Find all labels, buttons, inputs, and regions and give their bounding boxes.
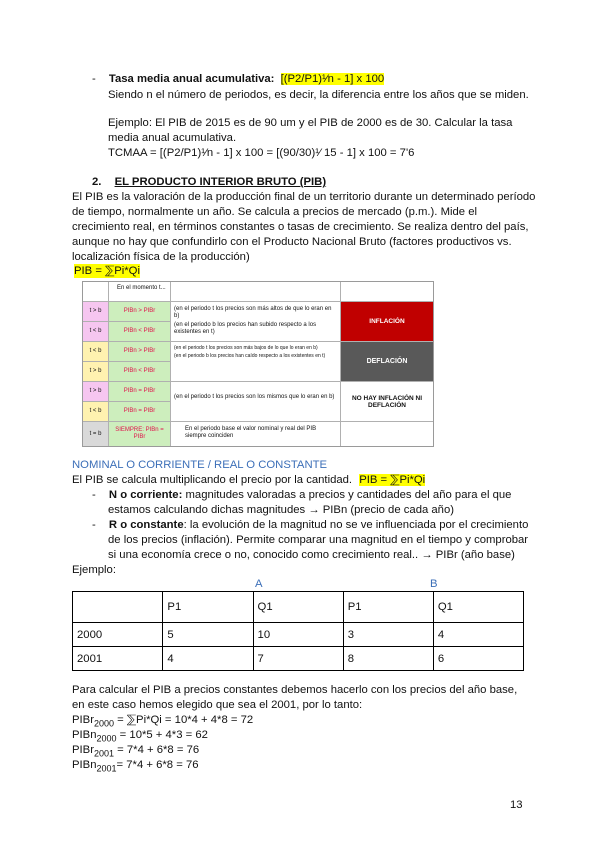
row-label: t < b bbox=[83, 322, 109, 342]
header-desc bbox=[171, 282, 341, 302]
table-row bbox=[73, 647, 524, 671]
group-b-label: B bbox=[430, 578, 438, 590]
group-a-label: A bbox=[255, 578, 263, 590]
desc-inflacion bbox=[171, 302, 341, 342]
table-cell: 4 bbox=[433, 623, 523, 647]
result-no-inflacion: NO HAY INFLACIÓN NI DEFLACIÓN bbox=[341, 382, 433, 422]
tmaa-formula: [(P2/P1)¹⁄n - 1] x 100 bbox=[280, 73, 385, 85]
table-cell: 8 bbox=[343, 647, 433, 671]
calc-sub: 2000 bbox=[93, 718, 115, 729]
calc-var: PIBr bbox=[72, 744, 94, 756]
comparison-cell: PIBn = PIBr bbox=[109, 402, 171, 422]
inflation-table-image bbox=[82, 281, 434, 447]
row-label: t = b bbox=[83, 422, 109, 446]
comparison-cell: PIBn < PIBr bbox=[109, 322, 171, 342]
calc-expr: = ⅀Pi*Qi = 10*4 + 4*8 = 72 bbox=[114, 714, 254, 726]
tmaa-example-1: Ejemplo: El PIB de 2015 es de 90 um y el PIB de 2000 es de 30. Calcular la tasa bbox=[108, 117, 513, 129]
bullet-nominal bbox=[92, 488, 511, 502]
table-cell: 10 bbox=[253, 623, 343, 647]
desc-line: (en el periodo b los precios han subido respecto a los existentes en t) bbox=[174, 322, 317, 335]
nominal-text: magnitudes valoradas a precios y cantidades del año para el que bbox=[182, 489, 512, 501]
desc-igual: (en el periodo t los precios son los mismos que lo eran en b) bbox=[171, 382, 341, 422]
desc-line: (en el periodo t los precios son más altos de que lo eran en b) bbox=[174, 306, 332, 319]
comparison-cell: SIEMPRE: PIBn = PIBr bbox=[109, 422, 171, 446]
table-cell: 4 bbox=[163, 647, 253, 671]
calc-intro-2: en este caso hemos elegido que sea el 2001, por lo tanto: bbox=[72, 699, 363, 711]
calc-var: PIBn bbox=[72, 729, 97, 741]
tmaa-label: Tasa media anual acumulativa: bbox=[108, 73, 275, 85]
table-header-cell bbox=[73, 592, 163, 623]
row-label: t > b bbox=[83, 302, 109, 322]
calc-line bbox=[72, 758, 199, 775]
table-cell: 5 bbox=[163, 623, 253, 647]
table-row bbox=[73, 623, 524, 647]
row-label: t > b bbox=[83, 362, 109, 382]
calc-sub: 2001 bbox=[93, 748, 115, 759]
real-line3: si una economía crece o no, conocido como crecimiento real.. → PIBr (año base) bbox=[108, 549, 515, 561]
bullet-dash: - bbox=[92, 73, 96, 85]
example-data-table bbox=[72, 591, 524, 671]
desc-line: (en el periodo b los precios han caído respecto a los existentes en t) bbox=[174, 353, 326, 359]
calc-expr: = 10*5 + 4*3 = 62 bbox=[116, 729, 208, 741]
result-inflacion: INFLACIÓN bbox=[341, 302, 433, 342]
table-header-cell: P1 bbox=[343, 592, 433, 623]
comparison-cell: PIBn > PIBr bbox=[109, 302, 171, 322]
pib-paragraph-4: aunque no hay que confundirlo con el Producto Nacional Bruto (factores productivos vs. bbox=[72, 236, 512, 248]
calc-var: PIBr bbox=[72, 714, 94, 726]
nominal-heading: NOMINAL O CORRIENTE / REAL O CONSTANTE bbox=[72, 459, 328, 471]
row-label: t < b bbox=[83, 402, 109, 422]
calc-expr: = 7*4 + 6*8 = 76 bbox=[116, 759, 199, 771]
header-result bbox=[341, 282, 433, 302]
desc-line: (en el periodo t los precios son más bajos de lo que lo eran en b) bbox=[174, 345, 318, 351]
nominal-intro bbox=[72, 473, 425, 487]
table-header-cell: Q1 bbox=[433, 592, 523, 623]
table-header-row bbox=[73, 592, 524, 623]
nominal-line2: estamos calculando dichas magnitudes → PIBn (precio de cada año) bbox=[108, 504, 455, 516]
result-deflacion: DEFLACIÓN bbox=[341, 342, 433, 382]
real-label: R o constante bbox=[108, 519, 184, 531]
page-number: 13 bbox=[510, 799, 523, 811]
calc-sub: 2001 bbox=[96, 763, 117, 774]
nominal-label: N o corriente: bbox=[108, 489, 183, 501]
result-empty bbox=[341, 422, 433, 446]
pib-formula: PIB = ⅀Pi*Qi bbox=[74, 265, 140, 277]
table-header-cell: P1 bbox=[163, 592, 253, 623]
pib-paragraph-2: de tiempo, normalmente un año. Se calcula a precios de mercado (p.m.). Mide el bbox=[72, 206, 478, 218]
header-empty bbox=[83, 282, 109, 302]
table-cell: 2000 bbox=[73, 623, 163, 647]
tmaa-line bbox=[92, 72, 384, 86]
comparison-cell: PIBn = PIBr bbox=[109, 382, 171, 402]
pib-paragraph-5: localización física de la producción) bbox=[72, 251, 250, 263]
table-cell: 6 bbox=[433, 647, 523, 671]
table-cell: 7 bbox=[253, 647, 343, 671]
pib-paragraph-1: El PIB es la valoración de la producción final de un territorio durante un determinado período bbox=[72, 191, 536, 203]
table-cell: 3 bbox=[343, 623, 433, 647]
calc-var: PIBn bbox=[72, 759, 97, 771]
section-heading bbox=[92, 175, 326, 189]
tmaa-calc: TCMAA = [(P2/P1)¹⁄n - 1] x 100 = [(90/30)¹⁄ 15 - 1] x 100 = 7'6 bbox=[108, 147, 415, 159]
calc-expr: = 7*4 + 6*8 = 76 bbox=[114, 744, 200, 756]
ejemplo-label: Ejemplo: bbox=[72, 564, 116, 576]
tmaa-desc: Siendo n el número de periodos, es decir, la diferencia entre los años que se miden. bbox=[108, 89, 529, 101]
real-line2: de los precios (inflación). Permite comparar una magnitud en el tiempo y comprobar bbox=[108, 534, 529, 546]
row-label: t < b bbox=[83, 342, 109, 362]
calc-intro-1: Para calcular el PIB a precios constantes debemos hacerlo con los precios del año base, bbox=[72, 684, 518, 696]
desc-siempre: En el periodo base el valor nominal y real del PIB siempre coinciden bbox=[171, 422, 341, 446]
real-text: : la evolución de la magnitud no se ve influenciada por el crecimiento bbox=[183, 519, 529, 531]
row-label: t > b bbox=[83, 382, 109, 402]
bullet-dash: - bbox=[92, 519, 96, 531]
header-moment: En el momento t... bbox=[109, 282, 171, 302]
section-title: EL PRODUCTO INTERIOR BRUTO (PIB) bbox=[114, 176, 327, 188]
comparison-cell: PIBn > PIBr bbox=[109, 342, 171, 362]
pib-paragraph-3: crecimiento real, en términos constantes o tasas de crecimiento. Se realiza dentro del país, bbox=[72, 221, 529, 233]
table-header-cell: Q1 bbox=[253, 592, 343, 623]
desc-deflacion bbox=[171, 342, 341, 382]
calc-sub: 2000 bbox=[96, 733, 117, 744]
nominal-formula: PIB = ⅀Pi*Qi bbox=[359, 474, 426, 486]
nominal-intro-text: El PIB se calcula multiplicando el precio por la cantidad. bbox=[72, 474, 353, 486]
comparison-cell: PIBn < PIBr bbox=[109, 362, 171, 382]
bullet-real bbox=[92, 518, 528, 532]
bullet-dash: - bbox=[92, 489, 96, 501]
section-number: 2. bbox=[92, 176, 102, 188]
table-cell: 2001 bbox=[73, 647, 163, 671]
tmaa-example-2: media anual acumulativa. bbox=[108, 132, 237, 144]
